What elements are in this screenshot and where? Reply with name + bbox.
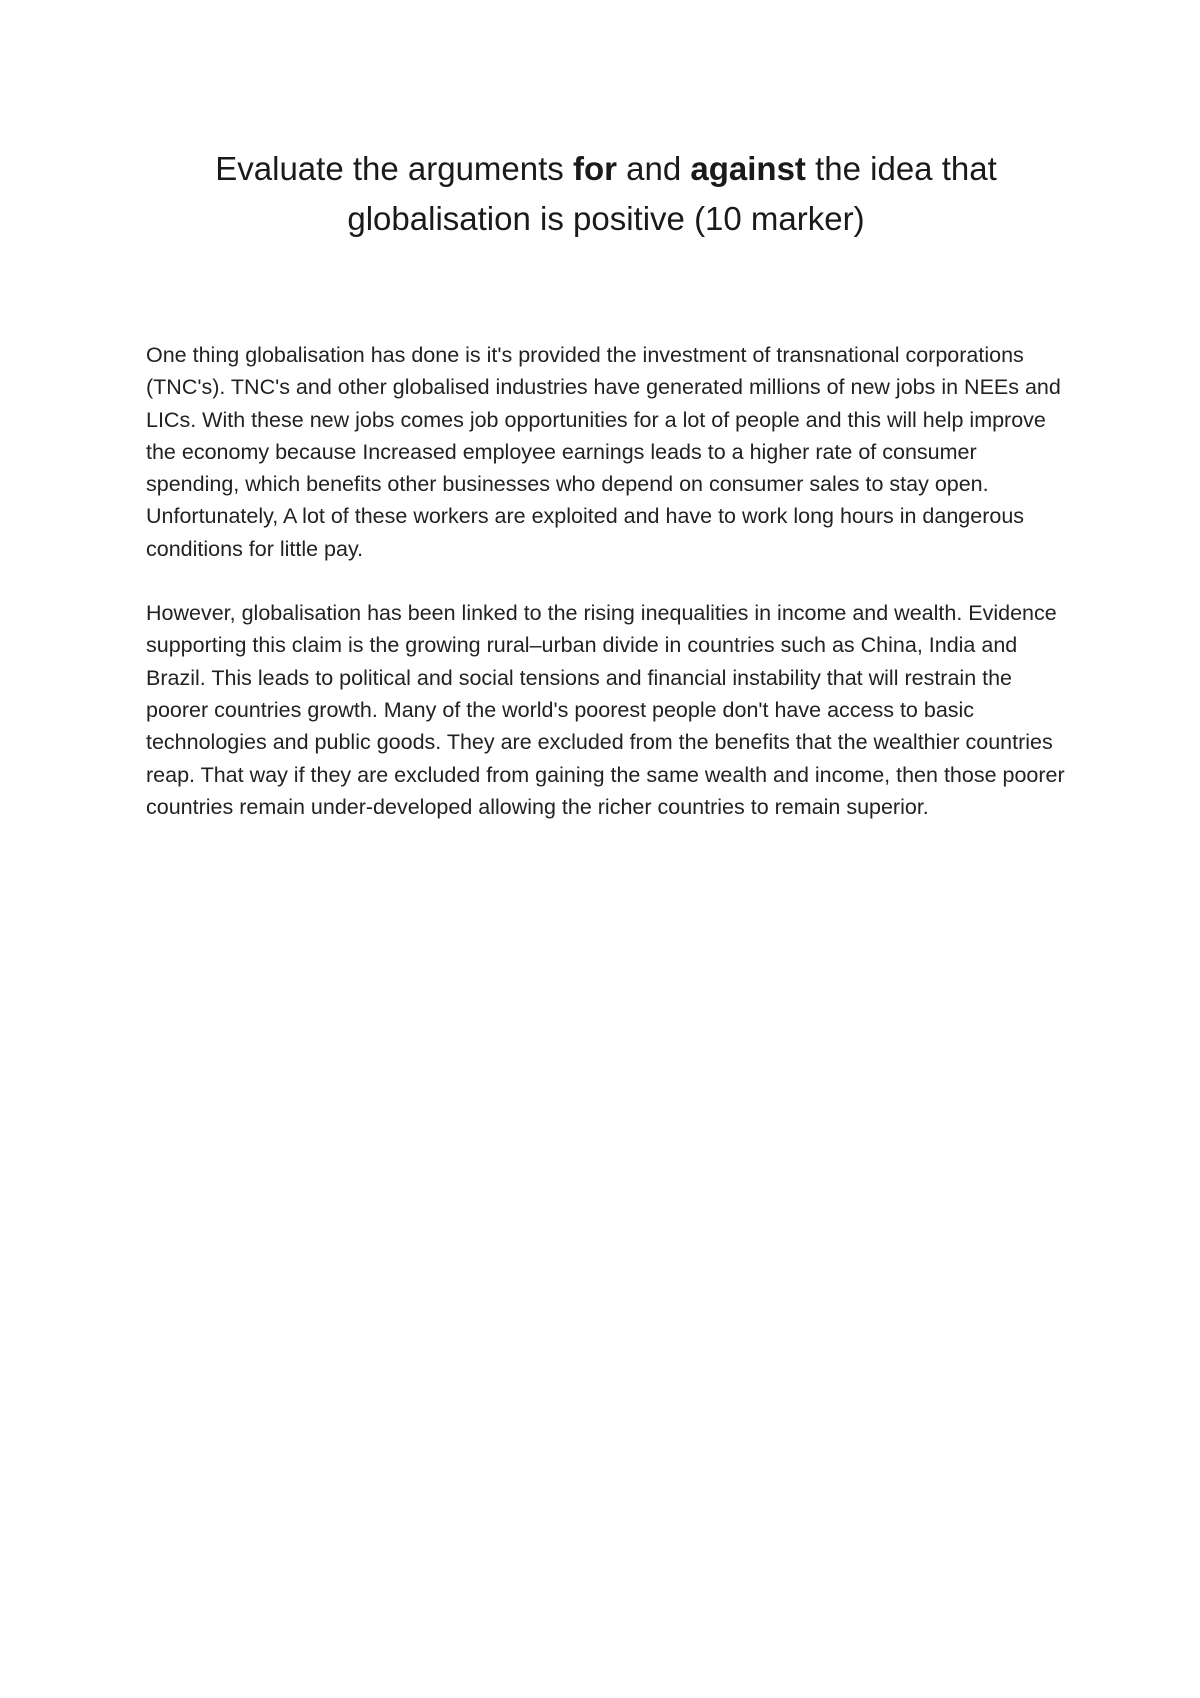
paragraph-against-argument: However, globalisation has been linked to the rising inequalities in income and wealth. Evidence supporting this claim is the growing rural–urban divide in countries such as China, India and Brazil. This leads to political and social tensions and financial instability that will restrain the poorer countries growth. Many of the world's poorest people don't have access to basic technologies and public goods. They are excluded from the benefits that the wealthier countries reap. That way if they are excluded from gaining the same wealth and income, then those poorer countries remain under-developed allowing the richer countries to remain superior. (146, 601, 1065, 819)
title-bold-against: against (690, 150, 806, 187)
title-text-part1: Evaluate the arguments (215, 150, 573, 187)
title-text-part3: the idea that (805, 150, 997, 187)
title-text-line2: globalisation is positive (10 marker) (347, 200, 865, 237)
title-bold-for: for (572, 150, 617, 187)
paragraph-for-argument: One thing globalisation has done is it's provided the investment of transnational corporations (TNC's). TNC's and other globalised industries have generated millions of new jobs in NEEs and LICs. With these new jobs comes job opportunities for a lot of people and this will help improve the economy because Increased employee earnings leads to a higher rate of consumer spending, which benefits other businesses who depend on consumer sales to stay open. Unfortunately, A lot of these workers are exploited and have to work long hours in dangerous conditions for little pay. (146, 343, 1061, 561)
document-body (146, 339, 1066, 855)
title-text-part2: and (616, 150, 691, 187)
document-title (146, 144, 1066, 244)
